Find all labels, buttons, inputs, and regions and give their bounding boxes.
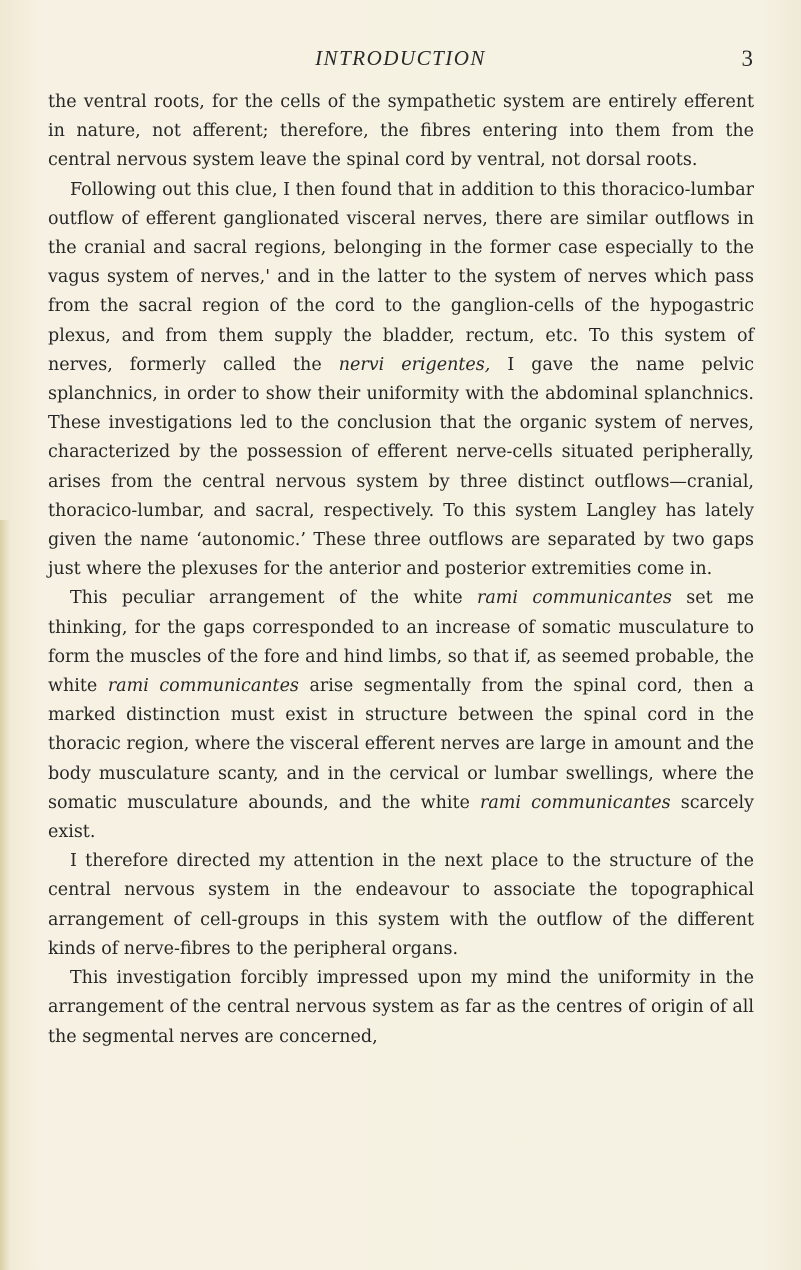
paragraph-3 xyxy=(48,584,754,847)
paragraph-3-text-a: This peculiar arrangement of the white xyxy=(70,588,477,609)
body-text xyxy=(48,88,754,1052)
running-head xyxy=(0,46,801,76)
paragraph-3-text-d: scarcely exist. xyxy=(48,792,754,843)
paragraph-4 xyxy=(48,847,754,964)
paragraph-2-text-b: I gave the name pelvic splanchnics, in order to show their uniformity with the abdominal splanchnics. These investigations led to the conclusion that the organic system of nerves, characterized by the possession of efferent nerve-cells situated peripherally, arises from the central nervous system by three distinct outflows—cranial, thoracico-lumbar, and sacral, respectively. To this system Langley has lately given the name ‘autonomic.’ These three outflows are separated by two gaps just where the plexuses for the anterior and posterior extremities come in. xyxy=(48,354,754,580)
nervi-erigentes-term: nervi erigentes, xyxy=(338,354,491,375)
paragraph-3-text-c: arise segmentally from the spinal cord, then a marked distinction must exist in structure between the spinal cord in the thoracic region, where the visceral efferent nerves are large in amount and the body musculature scanty, and in the cervical or lumbar swellings, where the somatic musculature abounds, and the white xyxy=(48,676,754,813)
paragraph-2 xyxy=(48,176,754,585)
paragraph-2-text-a: Following out this clue, I then found that in addition to this thoracico-lumbar outflow of efferent ganglionated visceral nerves, there are similar outflows in the cranial and sacral regions, belonging in the former case especially to the vagus system of nerves,' and in the latter to the system of nerves which pass from the sacral region of the cord to the ganglion-cells of the hypogastric plexus, and from them supply the bladder, rectum, etc. To this system of nerves, formerly called the xyxy=(48,179,754,375)
page-number: 3 xyxy=(741,46,753,71)
paragraph-1 xyxy=(48,88,754,176)
paragraph-1-text: the ventral roots, for the cells of the sympathetic system are entirely efferent in nature, not afferent; therefore, the fibres entering into them from the central nervous system leave the spinal cord by ventral, not dorsal roots. xyxy=(48,92,754,171)
paragraph-5-text: This investigation forcibly impressed upon my mind the uniformity in the arrangement of the central nervous system as far as the centres of origin of all the segmental nerves are concerned, xyxy=(48,968,754,1047)
running-title: INTRODUCTION xyxy=(315,46,486,70)
paragraph-4-text: I therefore directed my attention in the next place to the structure of the central nervous system in the endeavour to associate the topographical arrangement of cell-groups in this system with the outflow of the different kinds of nerve-fibres to the peripheral organs. xyxy=(48,851,754,959)
paragraph-5 xyxy=(48,964,754,1052)
paragraph-3-text-b: set me thinking, for the gaps corresponded to an increase of somatic musculature to form the muscles of the fore and hind limbs, so that if, as seemed probable, the white xyxy=(48,588,754,697)
rami-communicantes-term-2: rami communicantes xyxy=(107,676,299,697)
rami-communicantes-term-1: rami communicantes xyxy=(477,588,672,609)
rami-communicantes-term-3: rami communicantes xyxy=(479,792,671,813)
